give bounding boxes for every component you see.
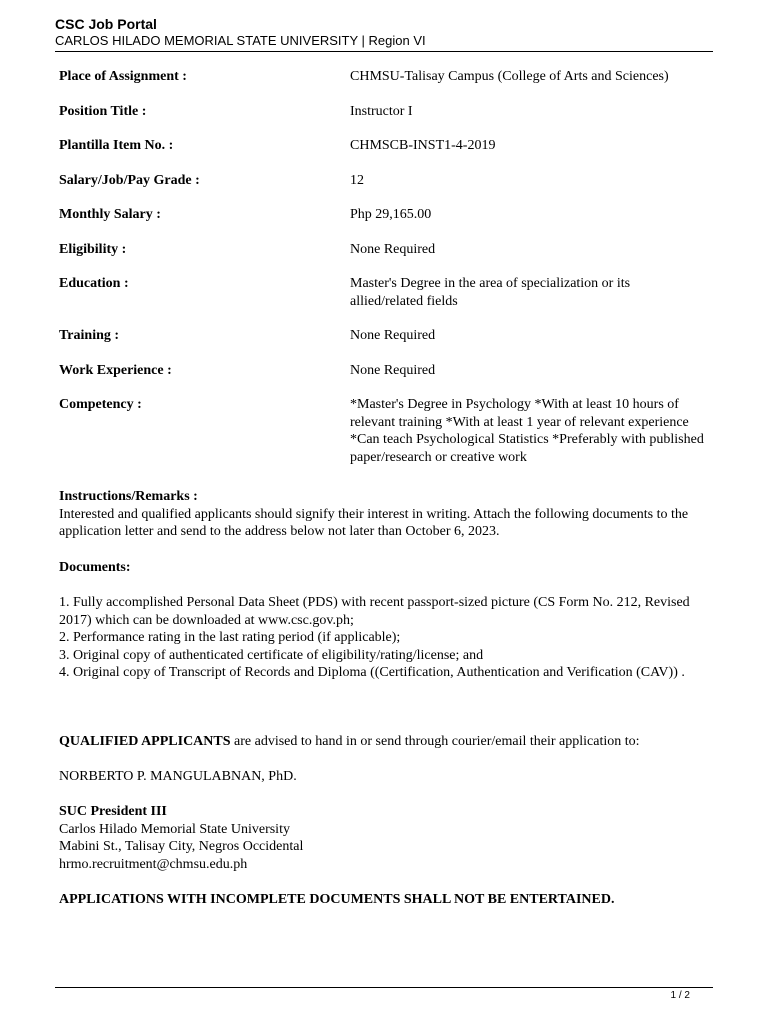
documents-section — [59, 559, 709, 682]
contact-address: Mabini St., Talisay City, Negros Occidental — [59, 839, 304, 854]
field-value: None Required — [350, 241, 436, 257]
incomplete-warning: APPLICATIONS WITH INCOMPLETE DOCUMENTS SHALL NOT BE ENTERTAINED. — [59, 892, 615, 907]
field-value: Master's Degree in the area of specialization or its allied/related fields — [350, 276, 631, 309]
field-monthly-salary — [59, 206, 709, 224]
portal-subtitle: CARLOS HILADO MEMORIAL STATE UNIVERSITY | Region VI — [55, 33, 426, 48]
field-position-title — [59, 103, 709, 121]
field-label: Work Experience : — [59, 362, 172, 378]
field-value: CHMSU-Talisay Campus (College of Arts and Sciences) — [350, 69, 669, 84]
field-place-of-assignment — [59, 68, 709, 86]
field-eligibility — [59, 241, 709, 259]
field-label: Monthly Salary : — [59, 207, 161, 222]
contact-block — [59, 803, 709, 873]
contact-email: hrmo.recruitment@chmsu.edu.ph — [59, 856, 248, 872]
field-label: Salary/Job/Pay Grade : — [59, 172, 200, 188]
field-value: CHMSCB-INST1-4-2019 — [350, 138, 496, 153]
page-number: 1 / 2 — [670, 990, 690, 1001]
field-salary-grade — [59, 172, 709, 190]
field-label: Place of Assignment : — [59, 69, 187, 84]
field-value: *Master's Degree in Psychology *With at least 10 hours of relevant training *With at least 1 year of relevant experience *Can teach Psychological Statistics *Preferably with published paper/research or creative work — [350, 397, 704, 465]
document-item: 4. Original copy of Transcript of Records and Diploma ((Certification, Authentication and Verification (CAV)) . — [59, 665, 685, 680]
contact-org: Carlos Hilado Memorial State University — [59, 821, 290, 837]
field-value: Php 29,165.00 — [350, 207, 432, 222]
field-value: None Required — [350, 328, 436, 343]
contact-name — [59, 768, 709, 786]
contact-person: NORBERTO P. MANGULABNAN, PhD. — [59, 769, 297, 784]
contact-title: SUC President III — [59, 804, 167, 819]
field-plantilla-item — [59, 137, 709, 155]
qualified-applicants-note — [59, 733, 709, 751]
field-education — [59, 275, 709, 310]
field-label: Education : — [59, 276, 129, 291]
field-label: Training : — [59, 328, 120, 343]
documents-heading: Documents: — [59, 560, 131, 575]
qualified-applicants-text: are advised to hand in or send through courier/email their application to: — [230, 734, 640, 749]
field-work-experience — [59, 362, 709, 380]
qualified-applicants-bold: QUALIFIED APPLICANTS — [59, 734, 231, 749]
field-label: Eligibility : — [59, 241, 127, 257]
header-divider — [55, 51, 713, 52]
portal-title: CSC Job Portal — [55, 16, 157, 32]
page-header — [55, 16, 713, 49]
field-competency — [59, 396, 709, 466]
field-value: 12 — [350, 172, 364, 188]
field-label: Competency : — [59, 397, 142, 412]
field-value: Instructor I — [350, 103, 413, 119]
document-item: 1. Fully accomplished Personal Data Sheet (PDS) with recent passport-sized picture (CS Form No. 212, Revised 2017) which can be downloaded at www.csc.gov.ph; — [59, 595, 690, 628]
job-details — [59, 68, 709, 483]
field-value: None Required — [350, 362, 436, 378]
instructions-heading: Instructions/Remarks : — [59, 489, 198, 504]
instructions-section — [59, 488, 709, 541]
field-label: Position Title : — [59, 103, 147, 119]
footer-divider — [55, 987, 713, 988]
document-item: 3. Original copy of authenticated certificate of eligibility/rating/license; and — [59, 647, 484, 663]
instructions-text: Interested and qualified applicants should signify their interest in writing. Attach the following documents to the application letter and send to the address below not later than October 6, 2023. — [59, 506, 689, 539]
field-label: Plantilla Item No. : — [59, 138, 174, 153]
field-training — [59, 327, 709, 345]
document-item: 2. Performance rating in the last rating period (if applicable); — [59, 630, 401, 645]
